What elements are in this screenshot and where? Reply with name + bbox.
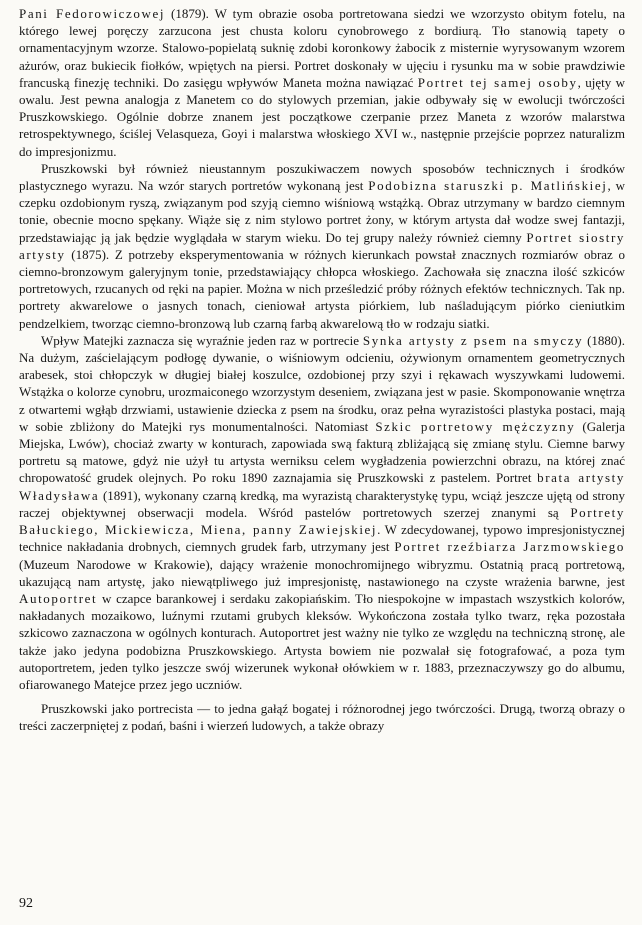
spaced-title-text: Synka artysty z psem na smyczy — [362, 332, 584, 348]
paragraph — [19, 332, 625, 693]
text-run: . W zdecydowanej, typowo impresjonistycznej technice nakładania drobnych, ciemnych grudek farb, utrzymany jest — [19, 522, 625, 555]
spaced-title-text: Portret rzeźbiarza Jarzmowskiego — [394, 539, 625, 555]
spaced-title-text: Portret siostry artysty — [19, 229, 625, 262]
text-run: (Muzeum Narodowe w Krakowie), dający wrażenie monochromijnego wibryzmu. Ostatnią pracą portretową, ukazującą nam artystę, jako niewątpliwego już impresjonistę, nastawionego na czyste wrażenia barwne, jest — [19, 556, 625, 589]
paragraph — [19, 700, 625, 734]
text-run: Pruszkowski był również nieustannym poszukiwaczem nowych sposobów technicznych i środków plastycznego wyrazu. Na wzór starych portretów wykonaną jest — [19, 160, 625, 194]
paragraph — [19, 5, 625, 160]
spaced-title-text: Portrety Bałuckiego, Mickiewicza, Miena, panny Zawiejskiej — [19, 504, 625, 538]
text-run: (Galerja Miejska, Lwów), chociaż zwarty w konturach, zapowiada swą fakturą zbliżającą się zmianę stylu. Ciemne barwy portretu są matowe, gdyż nie użył tu artysta werniksu celem wygładzenia powierzchni obrazu, na której znać chropowatość grudek olejnych. Po roku 1890 zaznajamia się Pruszkowski z pastelem. Portret — [19, 418, 625, 486]
text-run: , w czepku ozdobionym ryszą, związanym pod szyją ciemno wiśniową wstążką. Obraz utrzymany w bardzo ciemnym tonie, obecnie mocno spękany. Wiąże się z nim stylowo portret żony, w którym artysta dał wodze swej fantazji, przedstawiając ją jak będzie wyglądała w starym wieku. Do tej grupy należy również ciemny — [19, 178, 626, 245]
text-run: (1875). Z potrzeby eksperymentowania w różnych kierunkach powstał znacznych rozmiarów obraz o ciemno-bronzowym galeryjnym tonie, przedstawiający chłopca włoskiego. Zachowała się znaczna ilość szkiców portretowych, rzucanych od ręki na papier. Można w nich prześledzić próby różnych efektów technicznych. Tak np. portrety akwarelowe o jasnych tonach, cieniował artysta piórkiem, lub naśladującym piórko cieniutkim pendzelkiem, tworząc ciemno-bronzową lub czarną farbą akwarelową tło w rodzaju siatki. — [19, 246, 625, 331]
text-run: (1879). W tym obrazie osoba portretowana siedzi we wzorzysto obitym fotelu, na którego lewej poręczy zarzucona jest chusta koloru cynobrowego z bordiurą. Tło stanowią tapety o ornamentacyjnym wzorze. Stalowo-popielatą suknię zdobi koronkowy żabocik z misternie wyrysowanym wzorem ażurów, oraz bukiecik fiołków, wpiętych na piersi. Portret doskonały w ujęciu i rysunku ma w sobie prawdziwie francuską finezję techniki. Do zasięgu wpływów Maneta można nawiązać — [19, 6, 625, 90]
spaced-title-text: brata artysty Władysława — [19, 470, 625, 503]
page-text — [19, 5, 625, 735]
text-run: w czapce barankowej i serdaku zakopiańskim. Tło niespokojne w impastach wszystkich kolorów, nakładanych mozaikowo, luźnymi rzutami grubych kleksów. Wykończona została tylko twarz, ręka pozostała szkicowo zaznaczona w ogólnych konturach. Autoportret jest ważny nie tylko ze względu na techniczną stronę, ale także jako jedyna podobizna Pruszkowskiego. Artysta bowiem nie pozwalał się fotografować, a poza tym autoportretem, jeden tylko jeszcze swój wizerunek wykonał ołówkiem w r. 1883, przeznaczywszy go do albumu, ofiarowanego Matejce przez jego uczniów. — [19, 590, 625, 692]
spaced-title-text: Podobizna staruszki p. Matlińskiej — [368, 178, 608, 194]
spaced-title-text: Szkic portretowy mężczyzny — [375, 418, 576, 434]
spaced-title-text: Portret tej samej osoby — [417, 74, 578, 90]
spaced-title-text: Autoportret — [19, 590, 98, 606]
text-run: Pruszkowski jako portrecista — to jedna gałąź bogatej i różnorodnej jego twórczości. Drugą, tworzą obrazy o treści zaczerpniętej z podań, baśni i wierzeń ludowych, a także obrazy — [19, 701, 625, 734]
text-run: (1880). Na dużym, zaścielającym podłogę dywanie, o wiśniowym odcieniu, ożywionym ornamentem geometrycznych arabesek, stoi chłopczyk w długiej białej koszulce, ozdobionej przy szyi i rękawach wyszywkami ludowemi. Wstążka o kolorze cynobru, urozmaiconego wzorzystym deseniem, związana jest w pasie. Skomponowanie wnętrza z otwartemi wgłąb drzwiami, ustawienie dziecka z psem na środku, oraz pełna wyrazistości plastyka postaci, mają w sobie zbliżony do Matejki rys monumentalności. Natomiast — [19, 332, 626, 434]
text-run: Wpływ Matejki zaznacza się wyraźnie jeden raz w portrecie — [41, 332, 363, 348]
spaced-title-text: Pani Fedorowiczowej — [19, 6, 166, 21]
text-run: (1891), wykonany czarną kredką, ma wyrazistą charakterystykę typu, wciąż jeszcze ujętą od strony raczej objektywnej obserwacji modela. Wśród pastelów portretowych szerzej znanymi są — [19, 487, 625, 520]
text-run: , ujęty w owalu. Jest pewna analogja z Manetem co do stylowych przemian, jakie odbywały się w ewolucji twórczości Pruszkowskiego. Ogólnie dobrze znanem jest początkowe czerpanie przez Maneta z wzorów malarstwa retrospektywnego, ściślej Velasqueza, Goyi i malarstwa włoskiego XVI w., następnie przejście poprzez naturalizm do impresjonizmu. — [19, 74, 626, 159]
page-number: 92 — [19, 896, 33, 911]
paragraph — [19, 160, 625, 332]
